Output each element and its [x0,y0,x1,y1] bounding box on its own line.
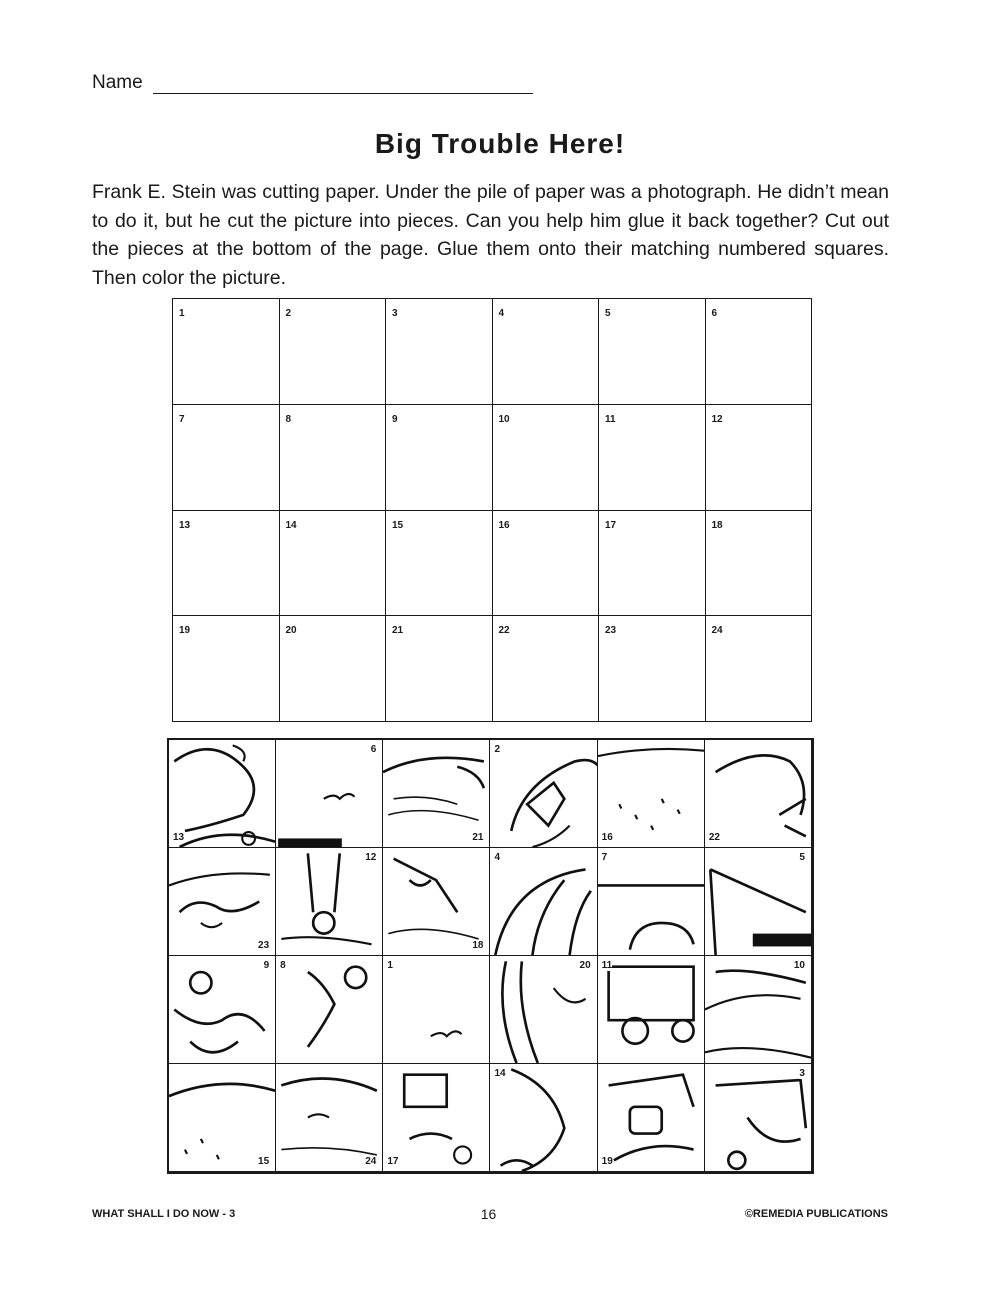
answer-square-number: 13 [179,519,191,531]
answer-square-number: 23 [605,625,617,637]
answer-square [493,299,600,405]
puzzle-piece[interactable] [490,1064,597,1172]
puzzle-piece[interactable] [705,956,812,1064]
answer-square [493,405,600,511]
puzzle-piece[interactable] [705,1064,812,1172]
footer-series-title: WHAT SHALL I DO NOW - 3 [92,1208,236,1220]
answer-square-number: 5 [605,308,611,319]
puzzle-piece-drawing [598,848,704,955]
answer-square-number: 7 [179,413,185,425]
answer-square [280,299,387,405]
puzzle-piece-number: 11 [601,960,613,971]
puzzle-piece[interactable] [598,1064,705,1172]
answer-square [386,616,493,722]
puzzle-piece-drawing [598,1064,704,1171]
puzzle-piece-drawing [276,956,382,1063]
answer-square-number: 21 [392,625,404,637]
puzzle-piece[interactable] [169,848,276,956]
answer-square [706,405,813,511]
puzzle-piece[interactable] [383,848,490,956]
answer-square-number: 12 [711,413,723,425]
answer-square-number: 18 [711,519,723,531]
answer-grid [172,298,812,722]
puzzle-piece-number: 14 [494,1068,506,1079]
puzzle-piece-number: 19 [601,1156,613,1167]
puzzle-piece-number: 1 [387,960,393,971]
puzzle-piece-drawing [276,740,382,847]
answer-square-number: 17 [605,519,617,531]
puzzle-piece-drawing [169,740,275,847]
puzzle-piece-drawing [383,1064,489,1171]
puzzle-piece-drawing [705,1064,811,1171]
puzzle-piece[interactable] [276,740,383,848]
answer-square-number: 3 [392,308,398,319]
answer-square [386,511,493,617]
footer-publisher: ©REMEDIA PUBLICATIONS [744,1208,888,1220]
answer-square-number: 2 [285,308,292,319]
puzzle-piece[interactable] [490,956,597,1064]
puzzle-piece[interactable] [705,740,812,848]
puzzle-piece[interactable] [276,848,383,956]
puzzle-piece-number: 17 [387,1156,399,1167]
answer-square [599,299,706,405]
puzzle-piece-drawing [169,956,275,1063]
puzzle-pieces-sheet [167,738,814,1174]
puzzle-piece-drawing [276,1064,382,1171]
puzzle-piece-number: 6 [370,744,377,755]
puzzle-piece-number: 10 [793,960,805,971]
puzzle-piece-number: 7 [601,852,608,863]
puzzle-piece-drawing [490,848,596,955]
puzzle-piece[interactable] [383,956,490,1064]
puzzle-piece-number: 8 [280,960,286,971]
answer-square [173,511,280,617]
answer-square-number: 16 [498,519,510,531]
puzzle-piece[interactable] [169,956,276,1064]
puzzle-piece-number: 4 [494,852,501,863]
puzzle-piece-drawing [598,956,704,1063]
answer-square [280,405,387,511]
puzzle-piece[interactable] [598,956,705,1064]
answer-square [493,616,600,722]
answer-square-number: 22 [498,625,510,637]
puzzle-piece-drawing [598,740,704,847]
puzzle-piece-number: 9 [263,960,270,971]
puzzle-piece-drawing [705,740,811,847]
puzzle-piece-drawing [276,848,382,955]
puzzle-piece-number: 21 [472,832,484,843]
footer-page-number: 16 [480,1206,497,1222]
puzzle-piece-drawing [383,740,489,847]
answer-square [386,405,493,511]
puzzle-piece[interactable] [276,956,383,1064]
answer-square-number: 11 [605,413,616,425]
puzzle-piece[interactable] [169,740,276,848]
answer-square-number: 8 [285,413,292,425]
worksheet-title: Big Trouble Here! [374,128,626,159]
puzzle-piece[interactable] [705,848,812,956]
answer-square [599,511,706,617]
answer-square-number: 24 [711,625,723,637]
puzzle-piece[interactable] [169,1064,276,1172]
answer-square [706,511,813,617]
answer-square [493,511,600,617]
answer-square-number: 14 [285,519,297,531]
puzzle-piece-drawing [383,956,489,1063]
puzzle-piece-drawing [383,848,489,955]
puzzle-piece[interactable] [490,848,597,956]
puzzle-piece-drawing [169,848,275,955]
name-write-line[interactable] [153,73,533,94]
puzzle-piece-number: 13 [173,832,185,843]
puzzle-piece-drawing [490,740,596,847]
puzzle-piece-drawing [169,1064,275,1171]
puzzle-piece[interactable] [276,1064,383,1172]
puzzle-piece[interactable] [490,740,597,848]
answer-square-number: 6 [711,308,718,319]
puzzle-piece-number: 5 [799,852,805,863]
puzzle-piece-drawing [705,848,811,955]
puzzle-piece[interactable] [383,1064,490,1172]
puzzle-piece[interactable] [383,740,490,848]
answer-square-number: 9 [392,413,398,425]
puzzle-piece-number: 3 [799,1068,805,1079]
answer-square [280,616,387,722]
answer-square [386,299,493,405]
answer-square [706,616,813,722]
answer-square [173,299,280,405]
name-label: Name [92,72,143,93]
instructions-paragraph: Frank E. Stein was cutting paper. Under the pile of paper was a photograph. He didn’t mean to do it, but he cut the picture into pieces. Can you help him glue it back together? Cut out the pieces at the bottom of the page. Glue them onto their matching numbered squares. Then color the picture. [92,181,889,289]
puzzle-piece-number: 24 [365,1156,377,1167]
answer-square-number: 20 [285,625,297,637]
puzzle-piece[interactable] [598,848,705,956]
puzzle-piece-drawing [705,956,811,1063]
puzzle-piece-drawing [490,956,596,1063]
answer-square [599,616,706,722]
puzzle-piece-number: 15 [258,1156,270,1167]
answer-square-number: 15 [392,519,404,531]
answer-square-number: 10 [498,413,510,425]
puzzle-piece[interactable] [598,740,705,848]
answer-square [599,405,706,511]
name-field-row [92,72,533,94]
puzzle-piece-number: 22 [708,832,720,843]
puzzle-piece-number: 23 [258,940,270,951]
answer-square [173,616,280,722]
answer-square [706,299,813,405]
puzzle-piece-number: 20 [579,960,591,971]
answer-square-number: 19 [179,625,191,637]
puzzle-piece-number: 12 [365,852,377,863]
puzzle-piece-number: 18 [472,940,484,951]
puzzle-piece-number: 2 [494,744,501,755]
answer-square [280,511,387,617]
answer-square-number: 4 [498,308,505,319]
answer-square [173,405,280,511]
puzzle-piece-number: 16 [601,832,613,843]
answer-square-number: 1 [179,308,185,319]
puzzle-piece-drawing [490,1064,596,1171]
